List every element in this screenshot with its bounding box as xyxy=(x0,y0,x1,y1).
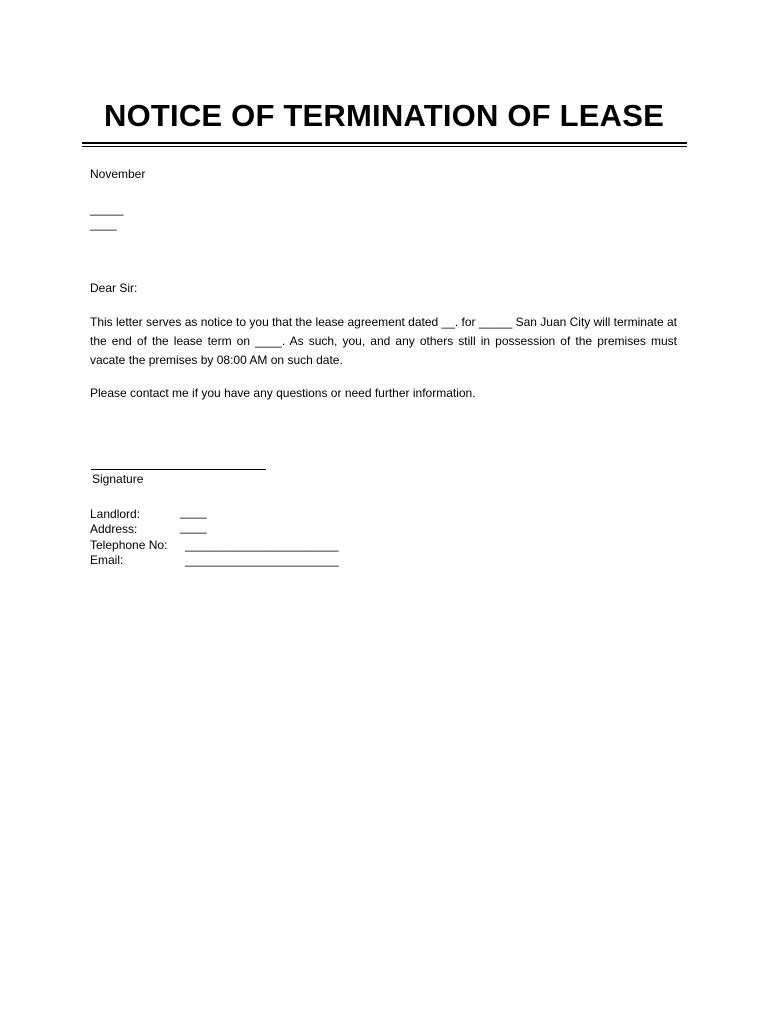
body-paragraph: This letter serves as notice to you that the lease agreement dated __. for _____ San Juan City will terminate at the end of the lease term on ____. As such, you, and any others still in possession of the premises must vacate the premises by 08:00 AM on such date. xyxy=(90,315,677,367)
address-blank: ____ xyxy=(180,520,207,534)
title-rule-thin xyxy=(82,146,687,147)
closing-paragraph: Please contact me if you have any questions or need further information. xyxy=(90,386,476,400)
recipient-blank-line-2: ____ xyxy=(90,217,117,231)
landlord-label: Landlord: xyxy=(90,507,141,521)
landlord-blank: ____ xyxy=(180,505,207,519)
title-rule-thick xyxy=(82,142,687,144)
document-title: NOTICE OF TERMINATION OF LEASE xyxy=(104,98,664,133)
salutation: Dear Sir: xyxy=(90,281,138,295)
letter-date: November xyxy=(90,167,146,181)
recipient-blank-line-1: _____ xyxy=(90,202,124,216)
telephone-label: Telephone No: xyxy=(90,538,168,552)
signature-line xyxy=(91,469,266,470)
email-blank: _______________________ xyxy=(185,553,339,567)
email-label: Email: xyxy=(90,553,124,567)
telephone-blank: _______________________ xyxy=(185,538,339,552)
signature-label: Signature xyxy=(92,472,144,486)
address-label: Address: xyxy=(90,522,138,536)
